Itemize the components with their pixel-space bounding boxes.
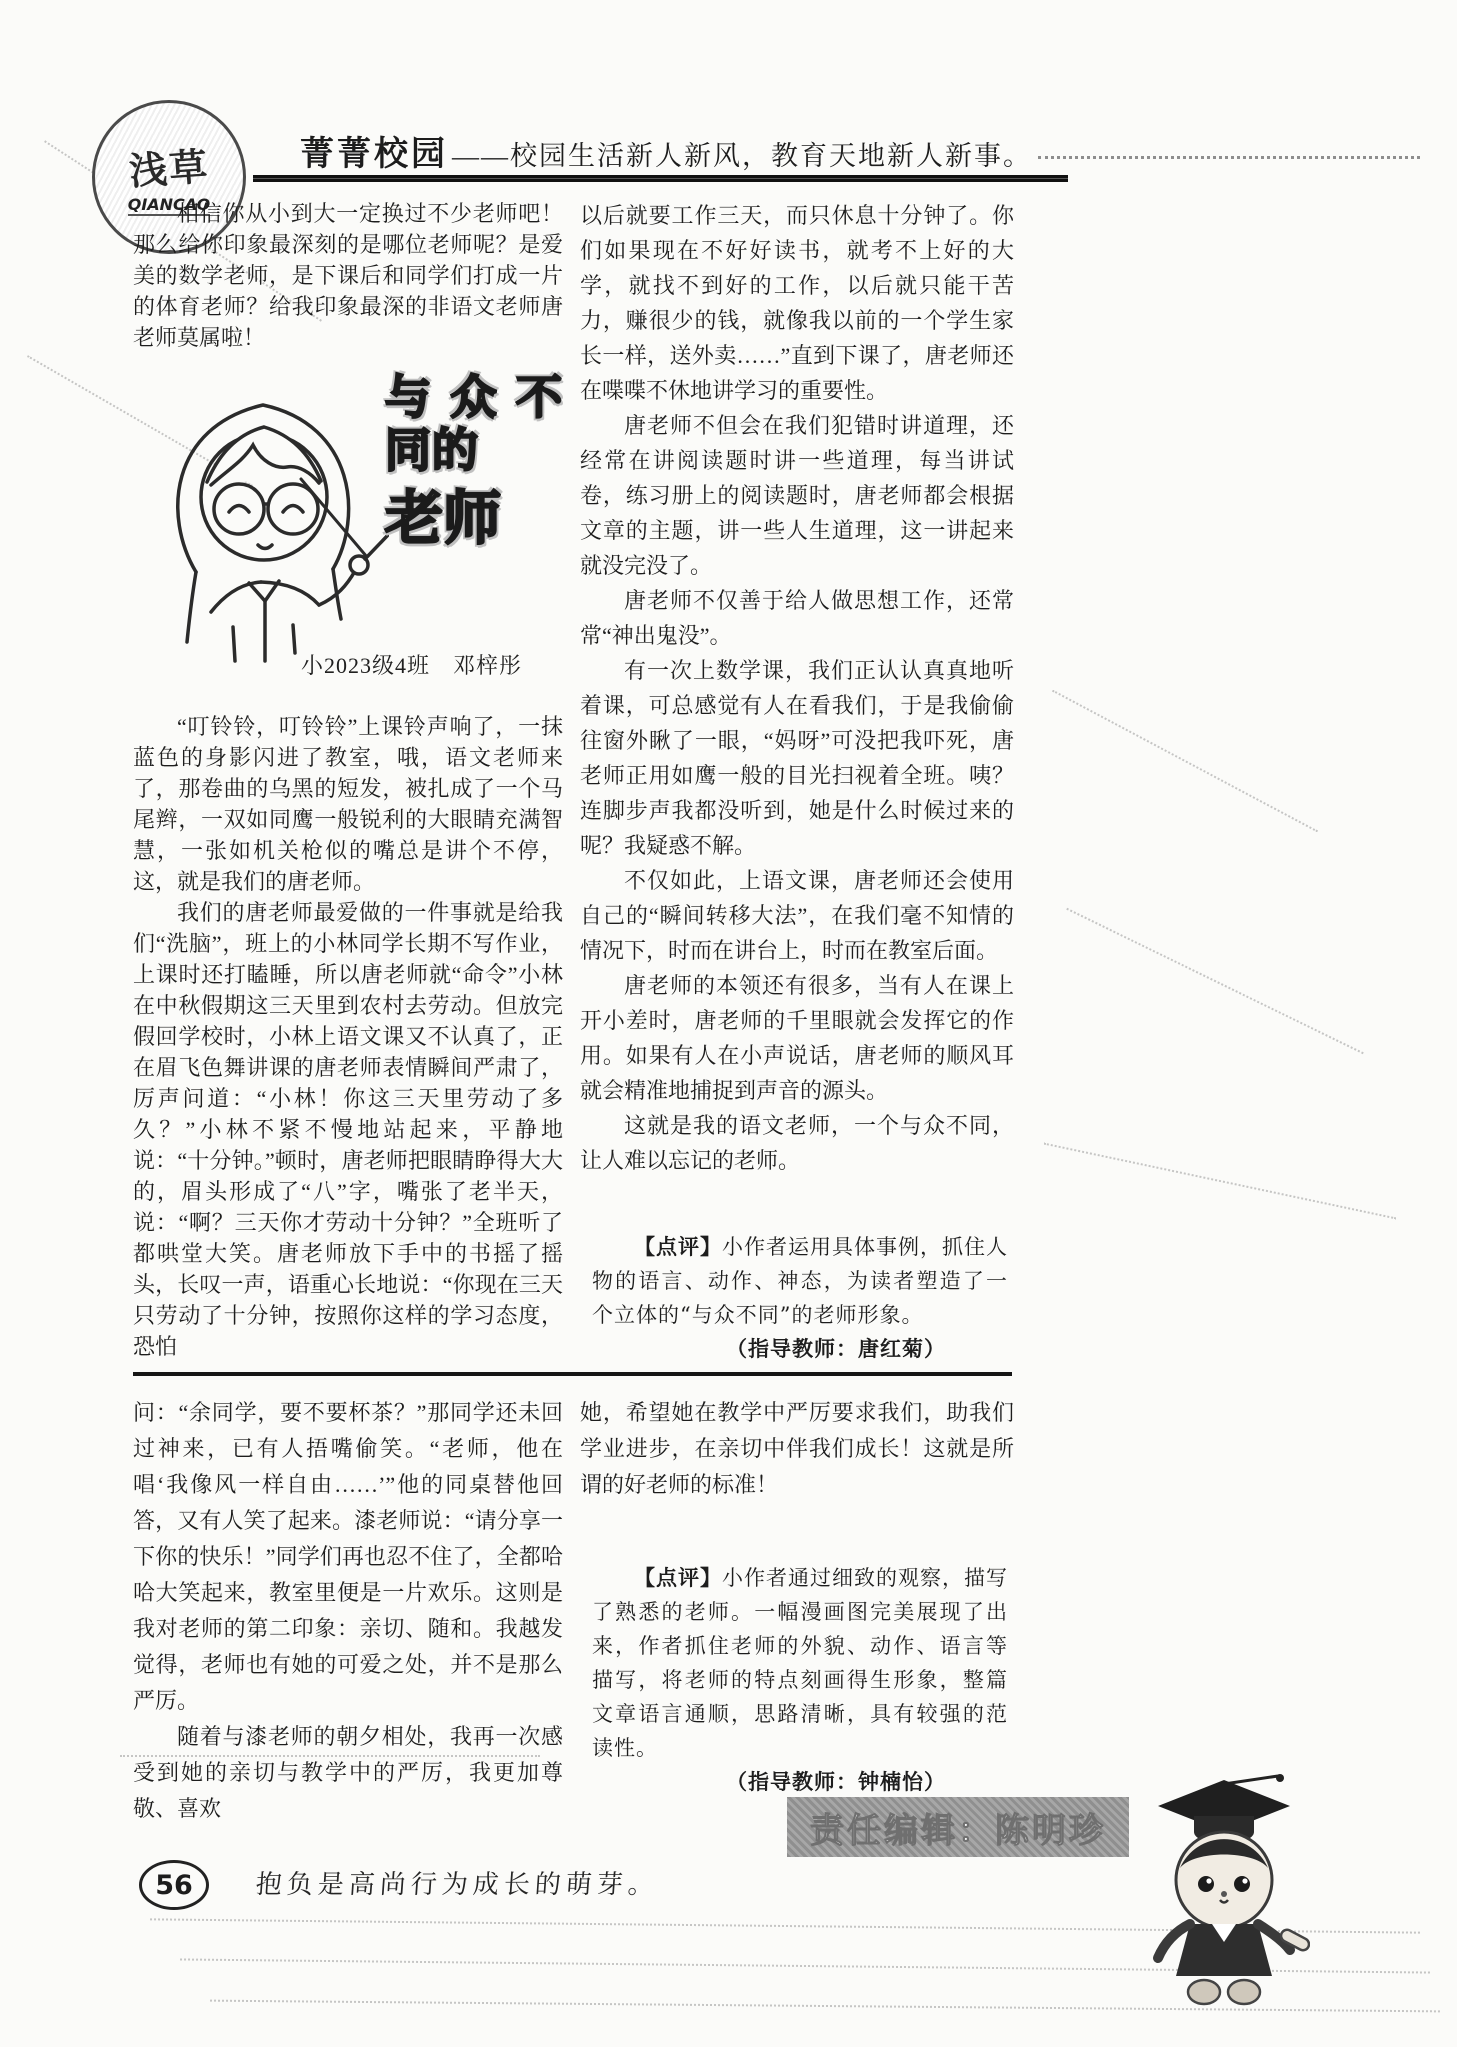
- article2-paragraph: 她，希望她在教学中严厉要求我们，助我们学业进步，在亲切中伴我们成长！这就是所谓的好老师的标准！: [580, 1400, 1014, 1497]
- column-subtitle: ——校园生活新人新风，教育天地新人新事。: [452, 141, 1032, 171]
- article2-comment: [580, 1561, 1014, 1799]
- comment-text: [592, 1561, 1008, 1765]
- article1-paragraph: 我们的唐老师最爱做的一件事就是给我们“洗脑”，班上的小林同学长期不写作业，上课时还打瞌睡，所以唐老师就“命令”小林在中秋假期这三天里到农村去劳动。但放完假回学校时，小林上语文课又不认真了，正在眉飞色舞讲课的唐老师表情瞬间严肃了，厉声问道：“小林！你这三天里劳动了多久？”小林不紧不慢地站起来，平静地说：“十分钟。”顿时，唐老师把眼睛睁得大大的，眉头形成了“八”字，嘴张了老半天，说：“啊？三天你才劳动十分钟？”全班听了都哄堂大笑。唐老师放下手中的书摇了摇头，长叹一声，语重心长地说：“你现在三天只劳动了十分钟，按照你这样的学习态度，恐怕: [133, 900, 563, 1359]
- editor-banner-text: 责任编辑：陈明珍: [810, 1810, 1106, 1851]
- article2-paragraph: 随着与漆老师的朝夕相处，我再一次感受到她的亲切与教学中的严厉，我更加尊敬、喜欢: [133, 1724, 563, 1821]
- column-title: 菁菁校园: [300, 134, 448, 174]
- page-number-badge: 56: [139, 1860, 209, 1910]
- scan-dotted-line: [1066, 908, 1363, 1054]
- article1-comment: [580, 1230, 1014, 1366]
- teacher-illustration: [141, 357, 389, 687]
- article1-paragraph: “叮铃铃，叮铃铃”上课铃声响了，一抹蓝色的身影闪进了教室，哦，语文老师来了，那卷曲的乌黑的短发，被扎成了一个马尾辫，一双如同鹰一般锐利的大眼睛充满智慧，一张如机关枪似的嘴总是讲个不停，这，就是我们的唐老师。: [133, 714, 563, 894]
- article1-title-art: [385, 371, 563, 551]
- comment-text: [592, 1230, 1008, 1332]
- article1-paragraph: 有一次上数学课，我们正认认真真地听着课，可总感觉有人在看我们，于是我偷偷往窗外瞅了一眼，“妈呀”可没把我吓死，唐老师正用如鹰一般的目光扫视着全班。咦？连脚步声我都没听到，她是什么时候过来的呢？我疑惑不解。: [580, 658, 1014, 858]
- comment-teacher: （指导教师：唐红菊）: [726, 1336, 946, 1361]
- article1-title-block: [133, 357, 563, 709]
- comment-teacher: （指导教师：钟楠怡）: [726, 1769, 946, 1794]
- editor-banner: [787, 1797, 1129, 1857]
- scan-dotted-line: [1052, 690, 1318, 833]
- article1-left-column: [133, 198, 563, 1362]
- comment-body: 小作者运用具体事例，抓住人物的语言、动作、神态，为读者塑造了一个立体的“与众不同”的老师形象。: [592, 1235, 1008, 1327]
- article1-title-line1: 与众不同的: [385, 370, 563, 477]
- logo-cn-text: 浅草: [127, 144, 211, 194]
- article-divider-rule: [133, 1372, 1012, 1376]
- article1-byline: 小2023级4班 邓梓彤: [301, 653, 523, 678]
- comment-label: 【点评】: [634, 1565, 722, 1590]
- comment-body: 小作者通过细致的观察，描写了熟悉的老师。一幅漫画图完美展现了出来，作者抓住老师的外貌、动作、语言等描写，将老师的特点刻画得生形象，整篇文章语言通顺，思路清晰，具有较强的范读性。: [592, 1566, 1008, 1760]
- dotted-leader: [1038, 156, 1420, 159]
- article2-right-column: [580, 1395, 1014, 1799]
- column-header: [300, 126, 1420, 175]
- article1-paragraph: 唐老师不仅善于给人做思想工作，还常常“神出鬼没”。: [580, 588, 1014, 648]
- article1-right-column: [580, 198, 1014, 1366]
- logo-en-text: QIANCAO: [127, 195, 211, 214]
- scan-dotted-line: [1044, 1143, 1397, 1220]
- article1-paragraph: 以后就要工作三天，而只休息十分钟了。你们如果现在不好好读书，就考不上好的大学，就找不到好的工作，以后就只能干苦力，赚很少的钱，就像我以前的一个学生家长一样，送外卖……”直到下课了，唐老师还在喋喋不休地讲学习的重要性。: [580, 203, 1014, 403]
- graduate-mascot: [1138, 1772, 1310, 2017]
- article1-paragraph: 唐老师的本领还有很多，当有人在课上开小差时，唐老师的千里眼就会发挥它的作用。如果有人在小声说话，唐老师的顺风耳就会精准地捕捉到声音的源头。: [580, 973, 1014, 1103]
- article1-paragraph: 不仅如此，上语文课，唐老师还会使用自己的“瞬间转移大法”，在我们毫不知情的情况下，时而在讲台上，时而在教室后面。: [580, 868, 1014, 963]
- comment-label: 【点评】: [634, 1234, 722, 1259]
- footer-motto: 抱负是高尚行为成长的萌芽。: [254, 1870, 660, 1899]
- article1-title-line2: 老师: [385, 483, 502, 552]
- article2-left-column: [133, 1395, 563, 1827]
- article1-paragraph: 这就是我的语文老师，一个与众不同，让人难以忘记的老师。: [580, 1113, 1014, 1173]
- header-rule: [253, 175, 1068, 182]
- article1-intro: 相信你从小到大一定换过不少老师吧！那么给你印象最深刻的是哪位老师呢？是爱美的数学老师，是下课后和同学们打成一片的体育老师？给我印象最深的非语文老师唐老师莫属啦！: [133, 201, 563, 350]
- article1-paragraph: 唐老师不但会在我们犯错时讲道理，还经常在讲阅读题时讲一些道理，每当讲试卷，练习册上的阅读题时，唐老师都会根据文章的主题，讲一些人生道理，这一讲起来就没完没了。: [580, 413, 1014, 578]
- article2-paragraph: 问：“余同学，要不要杯茶？”那同学还未回过神来，已有人捂嘴偷笑。“老师，他在唱‘我像风一样自由……’”他的同桌替他回答，又有人笑了起来。漆老师说：“请分享一下你的快乐！”同学们再也忍不住了，全都哈哈大笑起来，教室里便是一片欢乐。这则是我对老师的第二印象：亲切、随和。我越发觉得，老师也有她的可爱之处，并不是那么严厉。: [133, 1400, 563, 1713]
